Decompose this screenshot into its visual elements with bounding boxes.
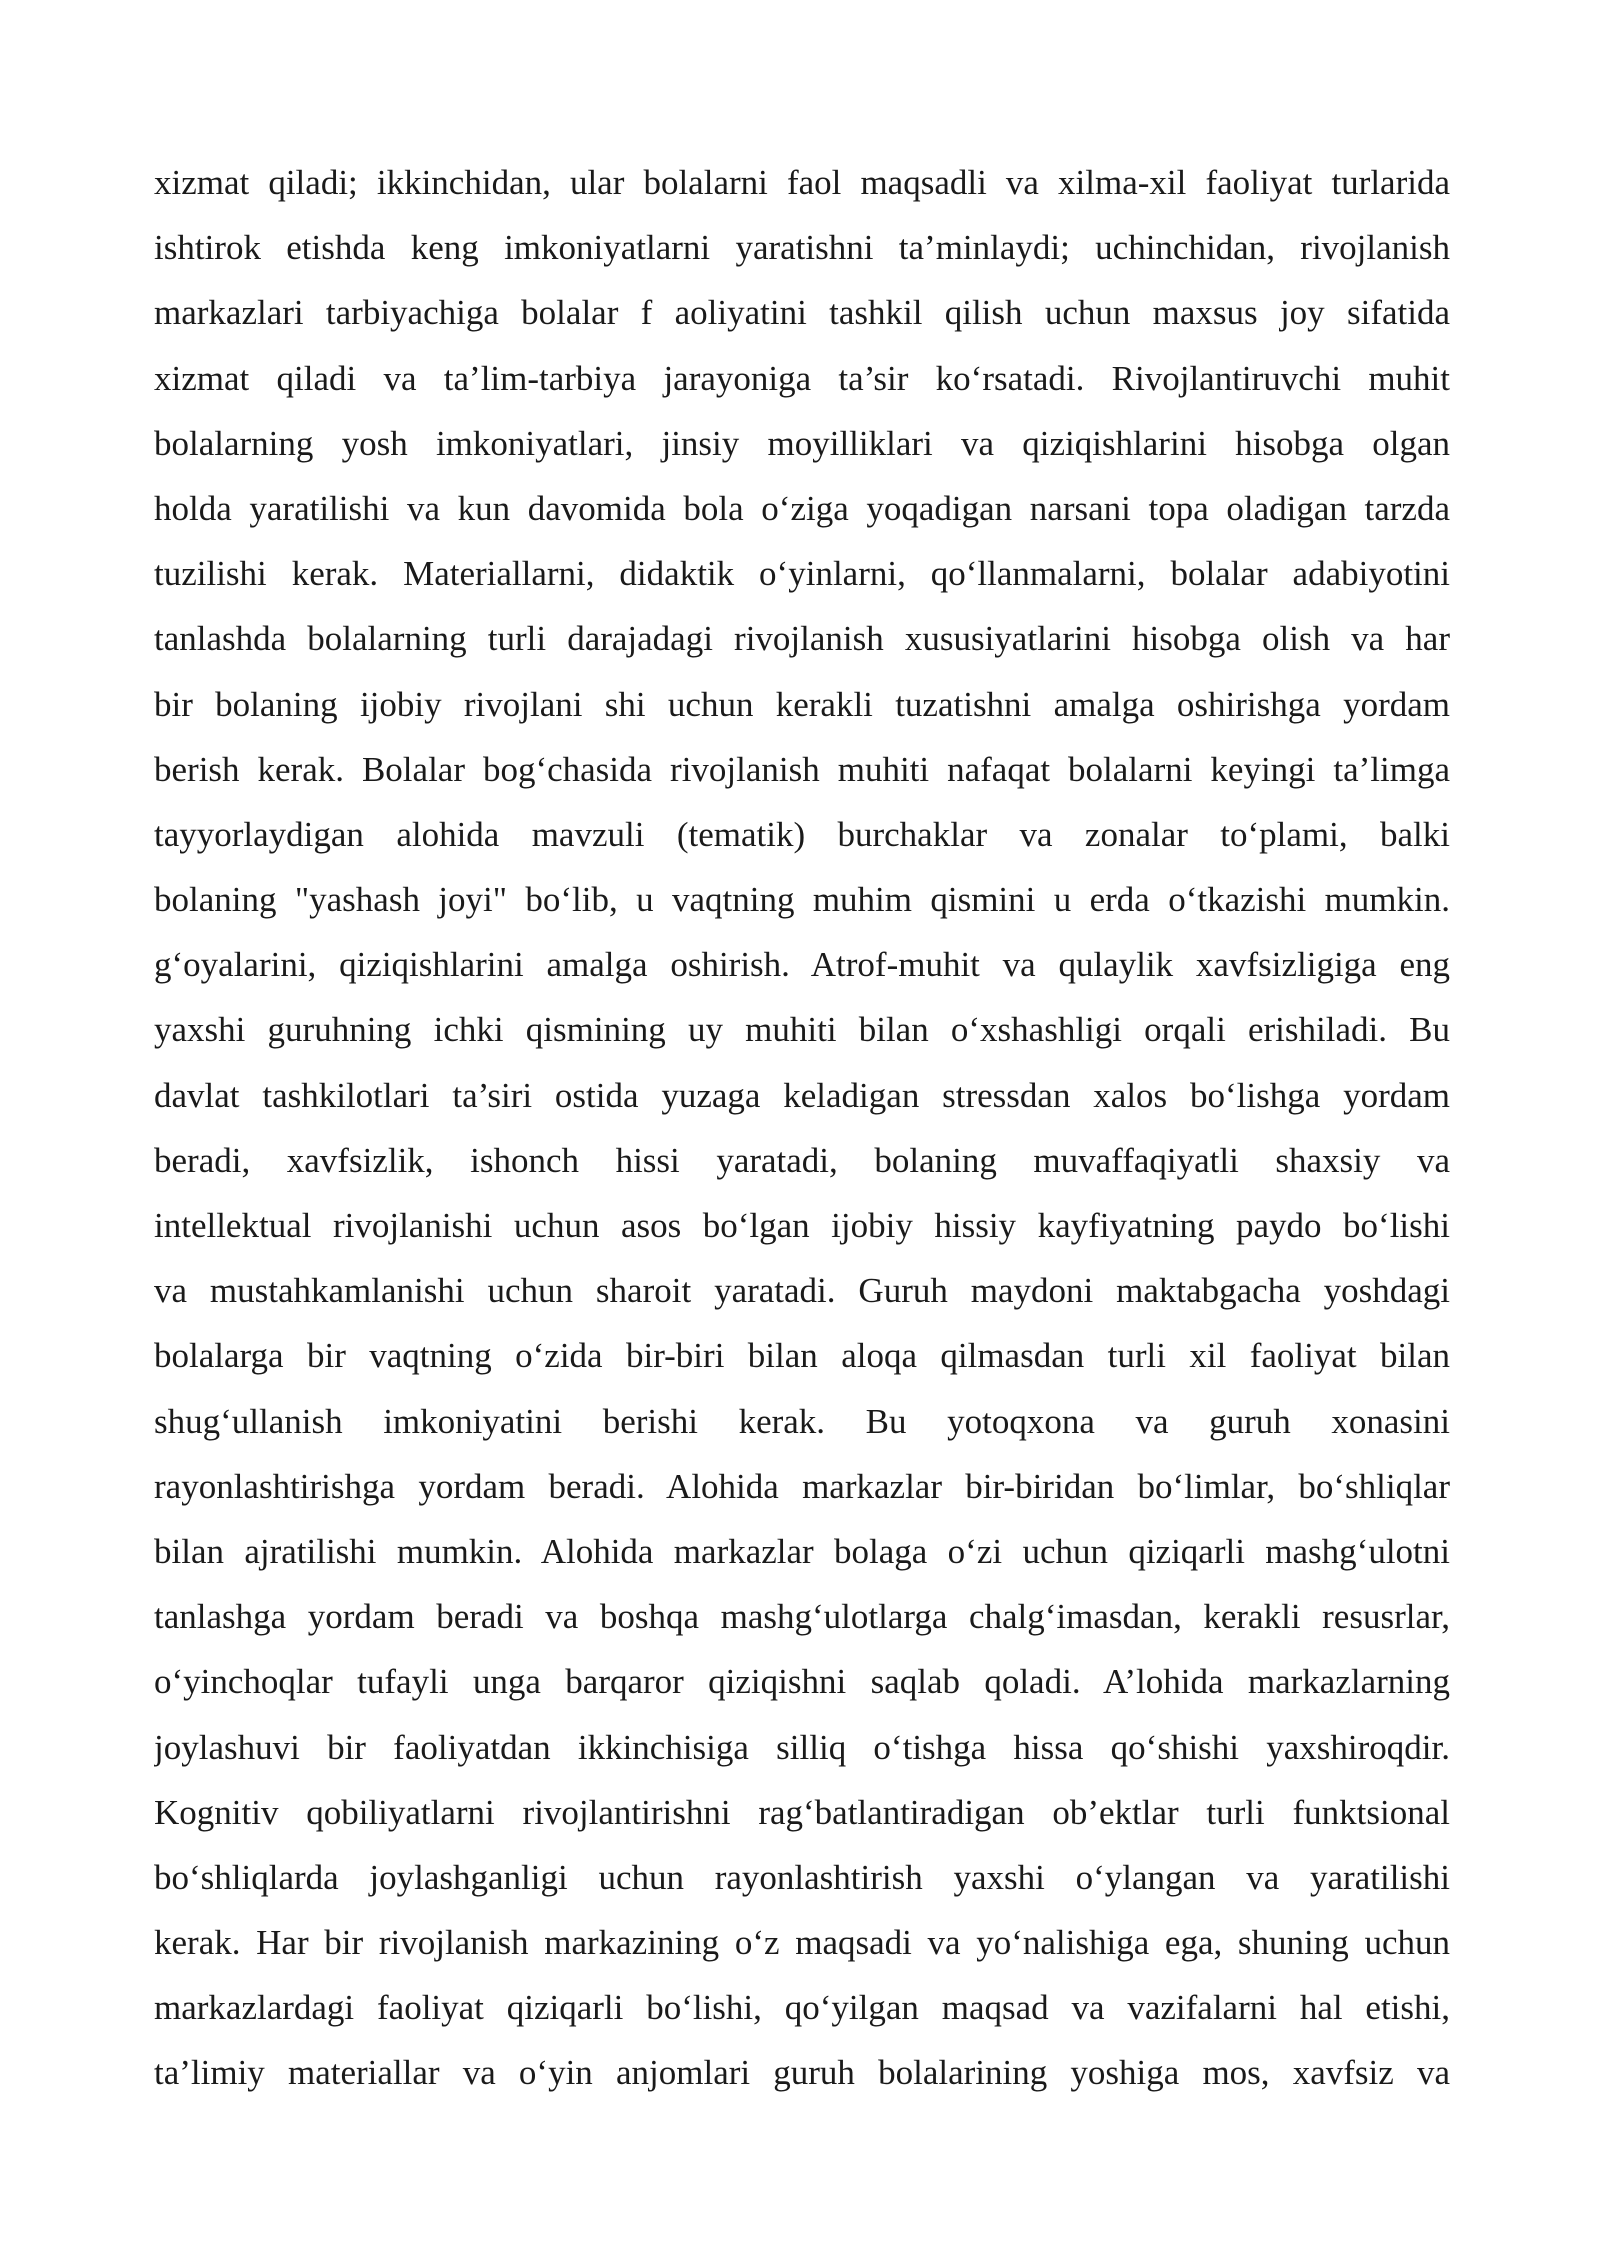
text-line-3: markazlari tarbiyachiga bolalar f aoliyatini tashkil qilish uchun maxsus joy sifatida <box>154 293 1450 333</box>
text-line-16: beradi, xavfsizlik, ishonch hissi yaratadi, bolaning muvaffaqiyatli shaxsiy va <box>154 1140 1450 1180</box>
text-line-30: ta’limiy materiallar va o‘yin anjomlari guruh bolalarining yoshiga mos, xavfsiz va <box>154 2053 1450 2093</box>
text-line-14: yaxshi guruhning ichki qismining uy muhiti bilan o‘xshashligi orqali erishiladi. Bu <box>154 1010 1450 1050</box>
text-line-28: kerak. Har bir rivojlanish markazining o‘z maqsadi va yo‘nalishiga ega, shuning uchun <box>154 1923 1450 1963</box>
text-line-2: ishtirok etishda keng imkoniyatlarni yaratishni ta’minlaydi; uchinchidan, rivojlanish <box>154 228 1450 268</box>
text-line-25: joylashuvi bir faoliyatdan ikkinchisiga silliq o‘tishga hissa qo‘shishi yaxshiroqdir. <box>154 1727 1450 1767</box>
text-line-21: rayonlashtirishga yordam beradi. Alohida markazlar bir-biridan bo‘limlar, bo‘shliqlar <box>154 1466 1450 1506</box>
text-line-18: va mustahkamlanishi uchun sharoit yaratadi. Guruh maydoni maktabgacha yoshdagi <box>154 1271 1450 1311</box>
text-line-26: Kognitiv qobiliyatlarni rivojlantirishni rag‘batlantiradigan ob’ektlar turli funktsional <box>154 1792 1450 1832</box>
text-line-10: berish kerak. Bolalar bog‘chasida rivojlanish muhiti nafaqat bolalarni keyingi ta’limga <box>154 749 1450 789</box>
text-line-17: intellektual rivojlanishi uchun asos bo‘lgan ijobiy hissiy kayfiyatning paydo bo‘lishi <box>154 1206 1450 1245</box>
text-line-4: xizmat qiladi va ta’lim-tarbiya jarayoniga ta’sir ko‘rsatadi. Rivojlantiruvchi muhit <box>154 358 1450 398</box>
text-line-6: holda yaratilishi va kun davomida bola o‘ziga yoqadigan narsani topa oladigan tarzda <box>154 488 1450 528</box>
text-line-13: g‘oyalarini, qiziqishlarini amalga oshirish. Atrof-muhit va qulaylik xavfsizligiga eng <box>154 945 1450 985</box>
text-line-22: bilan ajratilishi mumkin. Alohida markazlar bolaga o‘zi uchun qiziqarli mashg‘ulotni <box>154 1531 1450 1571</box>
text-line-24: o‘yinchoqlar tufayli unga barqaror qiziqishni saqlab qoladi. A’lohida markazlarning <box>154 1662 1450 1702</box>
text-line-1: xizmat qiladi; ikkinchidan, ular bolalarni faol maqsadli va xilma-xil faoliyat turlarida <box>154 163 1450 202</box>
text-line-20: shug‘ullanish imkoniyatini berishi kerak. Bu yotoqxona va guruh xonasini <box>154 1401 1450 1441</box>
text-line-23: tanlashga yordam beradi va boshqa mashg‘ulotlarga chalg‘imasdan, kerakli resusrlar, <box>154 1597 1450 1637</box>
text-line-29: markazlardagi faoliyat qiziqarli bo‘lishi, qo‘yilgan maqsad va vazifalarni hal etishi, <box>154 1988 1450 2028</box>
text-line-9: bir bolaning ijobiy rivojlani shi uchun kerakli tuzatishni amalga oshirishga yordam <box>154 684 1450 724</box>
text-line-12: bolaning "yashash joyi" bo‘lib, u vaqtning muhim qismini u erda o‘tkazishi mumkin. <box>154 880 1450 920</box>
text-line-11: tayyorlaydigan alohida mavzuli (tematik) burchaklar va zonalar to‘plami, balki <box>154 814 1450 854</box>
text-line-19: bolalarga bir vaqtning o‘zida bir-biri bilan aloqa qilmasdan turli xil faoliyat bilan <box>154 1336 1450 1376</box>
body-text <box>154 150 1450 2106</box>
text-line-8: tanlashda bolalarning turli darajadagi rivojlanish xususiyatlarini hisobga olish va har <box>154 619 1450 659</box>
text-line-27: bo‘shliqlarda joylashganligi uchun rayonlashtirish yaxshi o‘ylangan va yaratilishi <box>154 1857 1450 1897</box>
text-line-5: bolalarning yosh imkoniyatlari, jinsiy moyilliklari va qiziqishlarini hisobga olgan <box>154 423 1450 463</box>
text-line-7: tuzilishi kerak. Materiallarni, didaktik o‘yinlarni, qo‘llanmalarni, bolalar adabiyotini <box>154 554 1450 594</box>
text-line-15: davlat tashkilotlari ta’siri ostida yuzaga keladigan stressdan xalos bo‘lishga yordam <box>154 1075 1450 1115</box>
